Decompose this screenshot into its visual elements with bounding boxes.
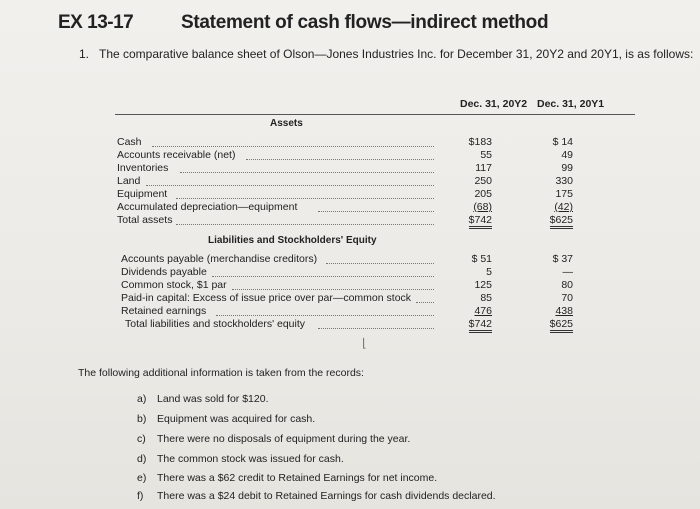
value-20y1: 49 (561, 149, 573, 161)
leader-dots (232, 281, 434, 290)
value-20y1: — (562, 266, 573, 278)
value-20y1: $ 37 (552, 253, 573, 265)
value-20y2 (452, 318, 492, 330)
leader-dots (212, 268, 434, 277)
text-cursor-mark: ⌊ (362, 336, 367, 350)
value-20y2: 476 (474, 305, 492, 317)
list-item-letter: c) (137, 433, 146, 445)
table-row-label: Inventories (117, 162, 169, 174)
table-row-label: Accounts receivable (net) (117, 149, 236, 161)
list-item-letter: f) (137, 490, 144, 502)
list-item: Equipment was acquired for cash. (157, 413, 316, 425)
table-row-label: Common stock, $1 par (121, 279, 227, 291)
table-row-label: Paid-in capital: Excess of issue price over par—common stock (121, 292, 412, 304)
leader-dots (152, 138, 434, 147)
value-20y1: 80 (561, 279, 573, 291)
leader-dots (318, 320, 434, 329)
value-20y1: 330 (555, 175, 573, 187)
list-item: The common stock was issued for cash. (157, 453, 344, 465)
total-assets-20y1: $625 (550, 214, 573, 229)
value-20y1: $ 14 (552, 136, 573, 148)
table-row-label: Cash (117, 136, 142, 148)
value-20y2: 85 (480, 292, 492, 304)
value-20y1: 438 (555, 305, 573, 317)
value-20y2: 125 (474, 279, 492, 291)
leader-dots (326, 255, 434, 264)
liabilities-heading: Liabilities and Stockholders' Equity (208, 235, 377, 246)
value-20y1: 99 (561, 162, 573, 174)
exercise-number: EX 13-17 (58, 12, 134, 33)
table-row-label: Land (117, 175, 141, 187)
list-item-letter: b) (137, 413, 147, 425)
leader-dots (416, 294, 434, 303)
value-20y1 (533, 318, 573, 330)
list-item-letter: a) (137, 393, 147, 405)
table-row-label: Total assets (117, 214, 173, 226)
value-20y2: 250 (474, 175, 492, 187)
additional-info-intro: The following additional information is taken from the records: (78, 367, 364, 379)
table-row-label: Total liabilities and stockholders' equity (125, 318, 306, 330)
table-row-label: Accounts payable (merchandise creditors) (121, 253, 318, 265)
leader-dots (146, 177, 434, 186)
table-row-label: Accumulated depreciation—equipment (117, 201, 298, 213)
list-item: There was a $62 credit to Retained Earnings for net income. (157, 472, 438, 484)
list-item: There were no disposals of equipment during the year. (157, 433, 411, 445)
leader-dots (216, 307, 434, 316)
list-item-letter: e) (137, 472, 147, 484)
total-assets-20y2: $742 (469, 214, 492, 229)
value-20y1: 175 (555, 188, 573, 200)
table-row-label: Dividends payable (121, 266, 207, 278)
column-header-20y1: Dec. 31, 20Y1 (537, 98, 605, 110)
question-text: The comparative balance sheet of Olson—Jones Industries Inc. for December 31, 20Y2 and 20Y1, is as follows: (99, 47, 694, 61)
value-20y2: $ 51 (471, 253, 492, 265)
value-20y1 (533, 214, 573, 226)
exercise-title: Statement of cash flows—indirect method (181, 12, 549, 33)
value-20y1: 70 (561, 292, 573, 304)
leader-dots (176, 216, 434, 225)
header-divider (115, 114, 635, 115)
value-20y2: (68) (473, 201, 492, 213)
table-row-label: Equipment (117, 188, 168, 200)
question-number: 1. (79, 47, 90, 61)
leader-dots (180, 164, 434, 173)
value-20y2: 55 (480, 149, 492, 161)
column-header-20y2: Dec. 31, 20Y2 (460, 98, 528, 110)
leader-dots (246, 151, 434, 160)
leader-dots (176, 190, 434, 199)
value-20y2: 205 (474, 188, 492, 200)
total-liab-20y2: $742 (469, 318, 492, 333)
assets-heading: Assets (270, 118, 303, 129)
value-20y1: (42) (554, 201, 573, 213)
leader-dots (318, 203, 434, 212)
total-liab-20y1: $625 (550, 318, 573, 333)
value-20y2: 117 (475, 162, 492, 174)
list-item: Land was sold for $120. (157, 393, 269, 405)
value-20y2: 5 (486, 266, 492, 278)
value-20y2: $183 (468, 136, 492, 148)
list-item-letter: d) (137, 453, 147, 465)
table-row-label: Retained earnings (121, 305, 207, 317)
list-item: There was a $24 debit to Retained Earnings for cash dividends declared. (157, 490, 496, 502)
value-20y2 (452, 214, 492, 226)
